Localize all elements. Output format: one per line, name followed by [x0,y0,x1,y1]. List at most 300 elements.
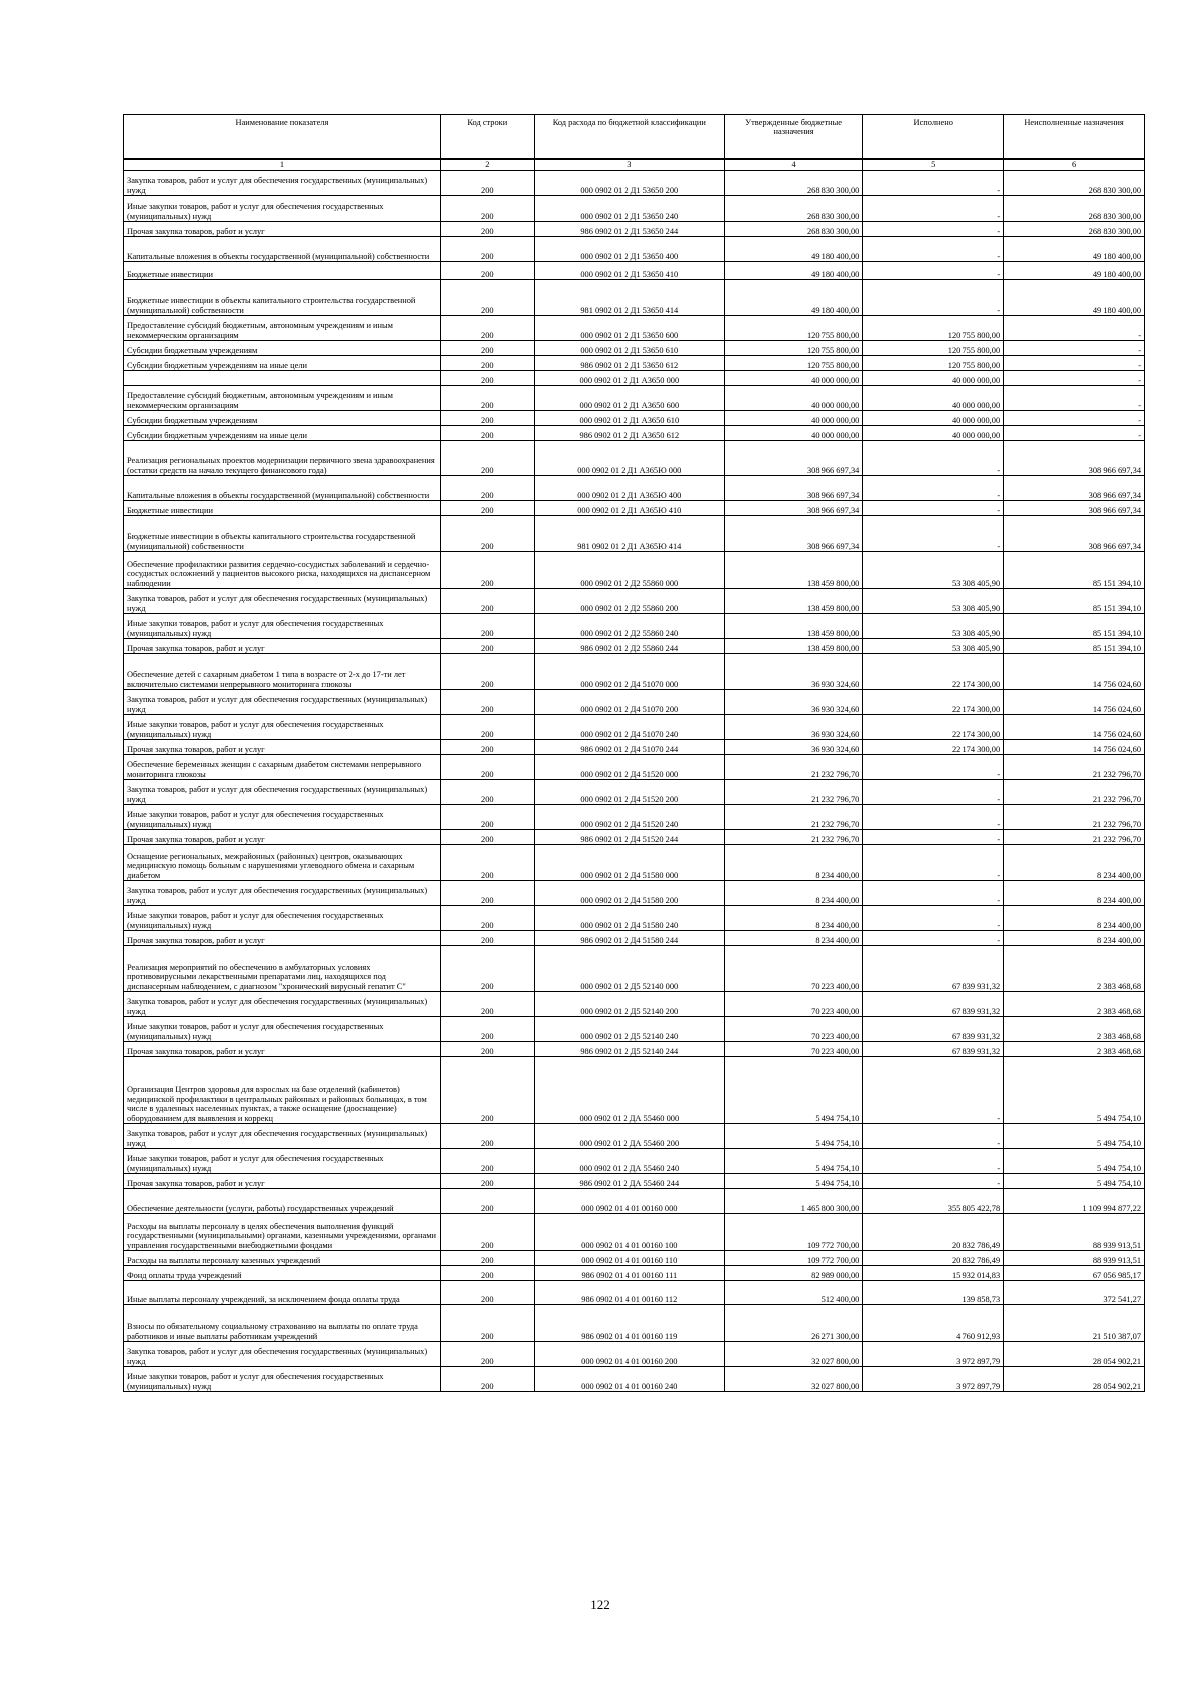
row-executed: 20 832 786,49 [863,1251,1004,1266]
row-name: Закупка товаров, работ и услуг для обеспечения государственных (муниципальных) нужд [124,171,441,196]
table-row [124,552,1145,589]
row-unexecuted: 49 180 400,00 [1004,237,1145,262]
row-name: Обеспечение профилактики развития сердечно-сосудистых заболеваний и сердечно-сосудистых осложнений у пациентов высокого риска, находящихся на диспансерном наблюдении [124,552,441,589]
table-row [124,654,1145,690]
row-line-code: 200 [440,280,534,316]
row-line-code: 200 [440,755,534,780]
row-budget-code: 000 0902 01 2 Д1 53650 610 [534,341,724,356]
row-name: Предоставление субсидий бюджетным, автономным учреждениям и иным некоммерческим организациям [124,316,441,341]
row-executed: - [863,196,1004,222]
row-executed: - [863,881,1004,906]
row-unexecuted: - [1004,356,1145,371]
row-name: Закупка товаров, работ и услуг для обеспечения государственных (муниципальных) нужд [124,992,441,1017]
row-approved: 268 830 300,00 [724,171,862,196]
row-name: Прочая закупка товаров, работ и услуг [124,1042,441,1057]
row-approved: 138 459 800,00 [724,552,862,589]
row-budget-code: 986 0902 01 2 Д1 А3650 612 [534,426,724,441]
table-row [124,196,1145,222]
row-approved: 109 772 700,00 [724,1251,862,1266]
row-budget-code: 000 0902 01 2 Д4 51580 000 [534,845,724,881]
row-budget-code: 000 0902 01 2 Д5 52140 240 [534,1017,724,1042]
row-line-code: 200 [440,1017,534,1042]
column-number: 1 [124,159,441,171]
row-budget-code: 000 0902 01 2 Д4 51520 000 [534,755,724,780]
row-name: Иные закупки товаров, работ и услуг для обеспечения государственных (муниципальных) нужд [124,614,441,639]
row-name: Взносы по обязательному социальному страхованию на выплаты по оплате труда работников и иные выплаты работникам учреждений [124,1305,441,1342]
row-executed: 3 972 897,79 [863,1342,1004,1367]
row-executed: 22 174 300,00 [863,740,1004,755]
row-name: Закупка товаров, работ и услуг для обеспечения государственных (муниципальных) нужд [124,589,441,614]
row-name: Организация Центров здоровья для взрослых на базе отделений (кабинетов) медицинской профилактики в центральных районных и районных больницах, в том числе в удаленных населенных пунктах, а также оснащение (дооснащение) оборудованием для выявления и коррекц [124,1057,441,1124]
row-name: Прочая закупка товаров, работ и услуг [124,830,441,845]
row-approved: 32 027 800,00 [724,1342,862,1367]
row-name: Закупка товаров, работ и услуг для обеспечения государственных (муниципальных) нужд [124,881,441,906]
row-line-code: 200 [440,931,534,946]
row-approved: 120 755 800,00 [724,316,862,341]
row-approved: 36 930 324,60 [724,740,862,755]
row-executed: - [863,1124,1004,1149]
table-row [124,411,1145,426]
row-line-code: 200 [440,1266,534,1281]
row-name: Капитальные вложения в объекты государственной (муниципальной) собственности [124,237,441,262]
table-row [124,1367,1145,1392]
table-row [124,476,1145,501]
row-line-code: 200 [440,715,534,740]
row-executed: - [863,222,1004,237]
row-unexecuted: - [1004,316,1145,341]
row-unexecuted: 1 109 994 877,22 [1004,1189,1145,1214]
row-executed: 53 308 405,90 [863,589,1004,614]
row-approved: 26 271 300,00 [724,1305,862,1342]
row-approved: 5 494 754,10 [724,1149,862,1174]
row-unexecuted: 21 510 387,07 [1004,1305,1145,1342]
row-unexecuted: 21 232 796,70 [1004,780,1145,805]
row-approved: 120 755 800,00 [724,356,862,371]
row-unexecuted: 2 383 468,68 [1004,1017,1145,1042]
row-line-code: 200 [440,552,534,589]
row-name: Иные закупки товаров, работ и услуг для обеспечения государственных (муниципальных) нужд [124,1149,441,1174]
row-line-code: 200 [440,196,534,222]
budget-execution-table [123,114,1145,1392]
row-approved: 5 494 754,10 [724,1174,862,1189]
row-line-code: 200 [440,1189,534,1214]
table-body [124,171,1145,1392]
table-row [124,501,1145,516]
row-executed: 67 839 931,32 [863,1042,1004,1057]
row-approved: 1 465 800 300,00 [724,1189,862,1214]
row-approved: 5 494 754,10 [724,1124,862,1149]
row-unexecuted: 8 234 400,00 [1004,881,1145,906]
row-executed: - [863,1057,1004,1124]
row-unexecuted: - [1004,386,1145,411]
row-approved: 40 000 000,00 [724,371,862,386]
row-name: Иные закупки товаров, работ и услуг для обеспечения государственных (муниципальных) нужд [124,1017,441,1042]
row-unexecuted: 8 234 400,00 [1004,845,1145,881]
row-budget-code: 986 0902 01 4 01 00160 119 [534,1305,724,1342]
row-budget-code: 000 0902 01 2 ДА 55460 200 [534,1124,724,1149]
row-unexecuted: 21 232 796,70 [1004,805,1145,830]
row-approved: 21 232 796,70 [724,780,862,805]
row-budget-code: 000 0902 01 4 01 00160 110 [534,1251,724,1266]
row-approved: 49 180 400,00 [724,262,862,280]
row-approved: 308 966 697,34 [724,516,862,552]
row-budget-code: 000 0902 01 2 Д2 55860 000 [534,552,724,589]
row-name: Бюджетные инвестиции в объекты капитального строительства государственной (муниципальной) собственности [124,280,441,316]
table-row [124,906,1145,931]
row-line-code: 200 [440,1149,534,1174]
row-executed: - [863,931,1004,946]
row-executed: - [863,476,1004,501]
table-row [124,1042,1145,1057]
row-name: Иные закупки товаров, работ и услуг для обеспечения государственных (муниципальных) нужд [124,805,441,830]
row-budget-code: 000 0902 01 2 ДА 55460 240 [534,1149,724,1174]
row-budget-code: 000 0902 01 4 01 00160 200 [534,1342,724,1367]
row-name: Фонд оплаты труда учреждений [124,1266,441,1281]
row-executed: 67 839 931,32 [863,1017,1004,1042]
row-budget-code: 000 0902 01 2 Д4 51520 200 [534,780,724,805]
row-executed: - [863,805,1004,830]
row-unexecuted: 5 494 754,10 [1004,1057,1145,1124]
row-name: Иные закупки товаров, работ и услуг для обеспечения государственных (муниципальных) нужд [124,196,441,222]
row-line-code: 200 [440,690,534,715]
table-row [124,740,1145,755]
row-unexecuted: 21 232 796,70 [1004,830,1145,845]
row-unexecuted: 21 232 796,70 [1004,755,1145,780]
row-unexecuted: - [1004,371,1145,386]
row-name: Бюджетные инвестиции [124,262,441,280]
row-executed: - [863,237,1004,262]
row-name: Субсидии бюджетным учреждениям на иные цели [124,356,441,371]
row-approved: 82 989 000,00 [724,1266,862,1281]
row-approved: 138 459 800,00 [724,614,862,639]
row-name: Обеспечение беременных женщин с сахарным диабетом системами непрерывного мониторинга глюкозы [124,755,441,780]
row-approved: 138 459 800,00 [724,639,862,654]
row-budget-code: 000 0902 01 2 Д1 А3650 000 [534,371,724,386]
table-row [124,1266,1145,1281]
row-executed: 120 755 800,00 [863,316,1004,341]
row-unexecuted: 308 966 697,34 [1004,501,1145,516]
column-number: 4 [724,159,862,171]
row-line-code: 200 [440,1251,534,1266]
row-name: Закупка товаров, работ и услуг для обеспечения государственных (муниципальных) нужд [124,1342,441,1367]
row-budget-code: 986 0902 01 2 Д1 53650 244 [534,222,724,237]
table-row [124,639,1145,654]
row-approved: 36 930 324,60 [724,690,862,715]
row-name: Закупка товаров, работ и услуг для обеспечения государственных (муниципальных) нужд [124,1124,441,1149]
row-name: Иные закупки товаров, работ и услуг для обеспечения государственных (муниципальных) нужд [124,715,441,740]
row-approved: 308 966 697,34 [724,441,862,476]
row-unexecuted: 268 830 300,00 [1004,196,1145,222]
row-approved: 8 234 400,00 [724,931,862,946]
row-budget-code: 000 0902 01 2 ДА 55460 000 [534,1057,724,1124]
table-row [124,1342,1145,1367]
row-budget-code: 000 0902 01 2 Д4 51580 240 [534,906,724,931]
row-approved: 40 000 000,00 [724,426,862,441]
row-name: Прочая закупка товаров, работ и услуг [124,639,441,654]
table-row [124,805,1145,830]
table-row [124,386,1145,411]
row-line-code: 200 [440,906,534,931]
row-line-code: 200 [440,740,534,755]
row-line-code: 200 [440,992,534,1017]
row-line-code: 200 [440,1214,534,1251]
row-unexecuted: 14 756 024,60 [1004,740,1145,755]
table-row [124,426,1145,441]
row-executed: 120 755 800,00 [863,341,1004,356]
row-budget-code: 000 0902 01 2 Д1 А365Ю 410 [534,501,724,516]
row-name: Иные выплаты персоналу учреждений, за исключением фонда оплаты труда [124,1281,441,1305]
row-unexecuted: 88 939 913,51 [1004,1251,1145,1266]
row-line-code: 200 [440,1174,534,1189]
row-executed: 139 858,73 [863,1281,1004,1305]
table-row [124,946,1145,992]
row-budget-code: 986 0902 01 2 Д4 51520 244 [534,830,724,845]
row-name: Предоставление субсидий бюджетным, автономным учреждениям и иным некоммерческим организациям [124,386,441,411]
row-unexecuted: 5 494 754,10 [1004,1174,1145,1189]
row-approved: 49 180 400,00 [724,280,862,316]
row-name: Расходы на выплаты персоналу в целях обеспечения выполнения функций государственными (муниципальными) органами, казенными учреждениями, органами управления государственными внебюджетными фондами [124,1214,441,1251]
row-executed: 120 755 800,00 [863,356,1004,371]
table-row [124,614,1145,639]
table-row [124,830,1145,845]
row-budget-code: 986 0902 01 2 ДА 55460 244 [534,1174,724,1189]
row-executed: 22 174 300,00 [863,690,1004,715]
row-budget-code: 000 0902 01 2 Д2 55860 240 [534,614,724,639]
row-budget-code: 000 0902 01 4 01 00160 000 [534,1189,724,1214]
row-approved: 268 830 300,00 [724,196,862,222]
row-approved: 5 494 754,10 [724,1057,862,1124]
row-budget-code: 000 0902 01 4 01 00160 240 [534,1367,724,1392]
row-executed: - [863,441,1004,476]
row-executed: 22 174 300,00 [863,715,1004,740]
table-row [124,845,1145,881]
table-row [124,1189,1145,1214]
table-row [124,262,1145,280]
row-executed: 40 000 000,00 [863,386,1004,411]
row-budget-code: 000 0902 01 2 Д2 55860 200 [534,589,724,614]
row-unexecuted: 85 151 394,10 [1004,552,1145,589]
row-line-code: 200 [440,946,534,992]
row-approved: 21 232 796,70 [724,755,862,780]
row-unexecuted: - [1004,341,1145,356]
row-line-code: 200 [440,654,534,690]
row-unexecuted: 14 756 024,60 [1004,654,1145,690]
header-approved: Утвержденные бюджетные назначения [724,115,862,160]
row-executed: 40 000 000,00 [863,426,1004,441]
row-budget-code: 986 0902 01 2 Д4 51070 244 [534,740,724,755]
table-row [124,516,1145,552]
row-unexecuted: 5 494 754,10 [1004,1149,1145,1174]
row-executed: - [863,1174,1004,1189]
row-name: Расходы на выплаты персоналу казенных учреждений [124,1251,441,1266]
row-approved: 120 755 800,00 [724,341,862,356]
row-budget-code: 986 0902 01 2 Д1 53650 612 [534,356,724,371]
row-line-code: 200 [440,614,534,639]
table-row [124,931,1145,946]
row-unexecuted: 85 151 394,10 [1004,639,1145,654]
table-row [124,992,1145,1017]
row-approved: 70 223 400,00 [724,1017,862,1042]
row-unexecuted: 268 830 300,00 [1004,222,1145,237]
row-approved: 49 180 400,00 [724,237,862,262]
table-row [124,1149,1145,1174]
row-budget-code: 000 0902 01 2 Д5 52140 200 [534,992,724,1017]
row-executed: 40 000 000,00 [863,371,1004,386]
row-approved: 8 234 400,00 [724,906,862,931]
row-executed: - [863,906,1004,931]
row-line-code: 200 [440,371,534,386]
table-row [124,237,1145,262]
row-budget-code: 000 0902 01 2 Д1 А365Ю 000 [534,441,724,476]
row-budget-code: 000 0902 01 2 Д1 53650 240 [534,196,724,222]
row-name: Обеспечение деятельности (услуги, работы) государственных учреждений [124,1189,441,1214]
row-approved: 70 223 400,00 [724,946,862,992]
row-unexecuted: 8 234 400,00 [1004,906,1145,931]
row-unexecuted: 49 180 400,00 [1004,280,1145,316]
row-budget-code: 986 0902 01 2 Д5 52140 244 [534,1042,724,1057]
row-executed: - [863,516,1004,552]
row-executed: 4 760 912,93 [863,1305,1004,1342]
row-unexecuted: 5 494 754,10 [1004,1124,1145,1149]
row-line-code: 200 [440,426,534,441]
row-line-code: 200 [440,805,534,830]
table-row [124,280,1145,316]
row-approved: 21 232 796,70 [724,805,862,830]
row-executed: 3 972 897,79 [863,1367,1004,1392]
row-budget-code: 000 0902 01 2 Д1 А3650 600 [534,386,724,411]
row-name: Прочая закупка товаров, работ и услуг [124,1174,441,1189]
table-row [124,690,1145,715]
row-unexecuted: - [1004,411,1145,426]
row-executed: 53 308 405,90 [863,639,1004,654]
row-approved: 36 930 324,60 [724,654,862,690]
table-row [124,715,1145,740]
row-executed: 53 308 405,90 [863,552,1004,589]
row-approved: 308 966 697,34 [724,476,862,501]
header-name: Наименование показателя [124,115,441,160]
row-executed: 20 832 786,49 [863,1214,1004,1251]
row-budget-code: 000 0902 01 2 Д4 51520 240 [534,805,724,830]
row-name: Иные закупки товаров, работ и услуг для обеспечения государственных (муниципальных) нужд [124,906,441,931]
row-unexecuted: 372 541,27 [1004,1281,1145,1305]
row-line-code: 200 [440,830,534,845]
row-budget-code: 000 0902 01 2 Д4 51070 000 [534,654,724,690]
row-line-code: 200 [440,780,534,805]
row-unexecuted: 2 383 468,68 [1004,946,1145,992]
table-row [124,171,1145,196]
row-line-code: 200 [440,639,534,654]
row-line-code: 200 [440,262,534,280]
row-approved: 36 930 324,60 [724,715,862,740]
row-executed: - [863,780,1004,805]
row-executed: 22 174 300,00 [863,654,1004,690]
row-name: Бюджетные инвестиции [124,501,441,516]
row-name: Оснащение региональных, межрайонных (районных) центров, оказывающих медицинскую помощь больным с нарушениями углеводного обмена и сахарным диабетом [124,845,441,881]
row-line-code: 200 [440,881,534,906]
row-name: Прочая закупка товаров, работ и услуг [124,222,441,237]
table-row [124,441,1145,476]
row-line-code: 200 [440,501,534,516]
table-row [124,222,1145,237]
row-line-code: 200 [440,845,534,881]
row-executed: - [863,171,1004,196]
table-row [124,589,1145,614]
row-approved: 138 459 800,00 [724,589,862,614]
table-row [124,780,1145,805]
row-approved: 70 223 400,00 [724,992,862,1017]
row-approved: 109 772 700,00 [724,1214,862,1251]
table-row [124,341,1145,356]
row-approved: 40 000 000,00 [724,411,862,426]
row-line-code: 200 [440,589,534,614]
row-line-code: 200 [440,316,534,341]
row-line-code: 200 [440,476,534,501]
row-executed: - [863,1149,1004,1174]
row-line-code: 200 [440,1281,534,1305]
header-line-code: Код строки [440,115,534,160]
row-unexecuted: 14 756 024,60 [1004,690,1145,715]
row-budget-code: 000 0902 01 2 Д1 53650 410 [534,262,724,280]
column-number-row [124,159,1145,171]
row-line-code: 200 [440,411,534,426]
row-unexecuted: 28 054 902,21 [1004,1342,1145,1367]
row-unexecuted: 85 151 394,10 [1004,589,1145,614]
table-row [124,371,1145,386]
row-line-code: 200 [440,1342,534,1367]
row-line-code: 200 [440,356,534,371]
row-unexecuted: 88 939 913,51 [1004,1214,1145,1251]
row-name: Прочая закупка товаров, работ и услуг [124,931,441,946]
row-budget-code: 986 0902 01 2 Д4 51580 244 [534,931,724,946]
row-approved: 8 234 400,00 [724,881,862,906]
row-name [124,371,441,386]
row-line-code: 200 [440,441,534,476]
row-line-code: 200 [440,171,534,196]
column-number: 5 [863,159,1004,171]
row-executed: 53 308 405,90 [863,614,1004,639]
table-row [124,1305,1145,1342]
row-approved: 32 027 800,00 [724,1367,862,1392]
row-executed: 67 839 931,32 [863,946,1004,992]
page-number: 122 [590,1597,610,1612]
row-budget-code: 000 0902 01 2 Д5 52140 000 [534,946,724,992]
header-row [124,115,1145,160]
row-unexecuted: 67 056 985,17 [1004,1266,1145,1281]
row-approved: 512 400,00 [724,1281,862,1305]
row-budget-code: 000 0902 01 2 Д1 53650 600 [534,316,724,341]
row-budget-code: 000 0902 01 2 Д4 51580 200 [534,881,724,906]
table-row [124,1017,1145,1042]
header-executed: Исполнено [863,115,1004,160]
row-unexecuted: 2 383 468,68 [1004,1042,1145,1057]
column-number: 2 [440,159,534,171]
table-row [124,755,1145,780]
column-number: 6 [1004,159,1145,171]
row-executed: - [863,755,1004,780]
row-executed: - [863,280,1004,316]
row-line-code: 200 [440,516,534,552]
row-line-code: 200 [440,237,534,262]
row-approved: 8 234 400,00 [724,845,862,881]
row-unexecuted: 2 383 468,68 [1004,992,1145,1017]
row-name: Бюджетные инвестиции в объекты капитального строительства государственной (муниципальной) собственности [124,516,441,552]
row-line-code: 200 [440,222,534,237]
row-budget-code: 000 0902 01 4 01 00160 100 [534,1214,724,1251]
row-executed: - [863,262,1004,280]
row-name: Капитальные вложения в объекты государственной (муниципальной) собственности [124,476,441,501]
row-budget-code: 986 0902 01 4 01 00160 111 [534,1266,724,1281]
row-name: Реализация мероприятий по обеспечению в амбулаторных условиях противовирусными лекарственными препаратами лиц, находящихся под диспансерным наблюдением, с диагнозом "хронический вирусный гепатит С" [124,946,441,992]
